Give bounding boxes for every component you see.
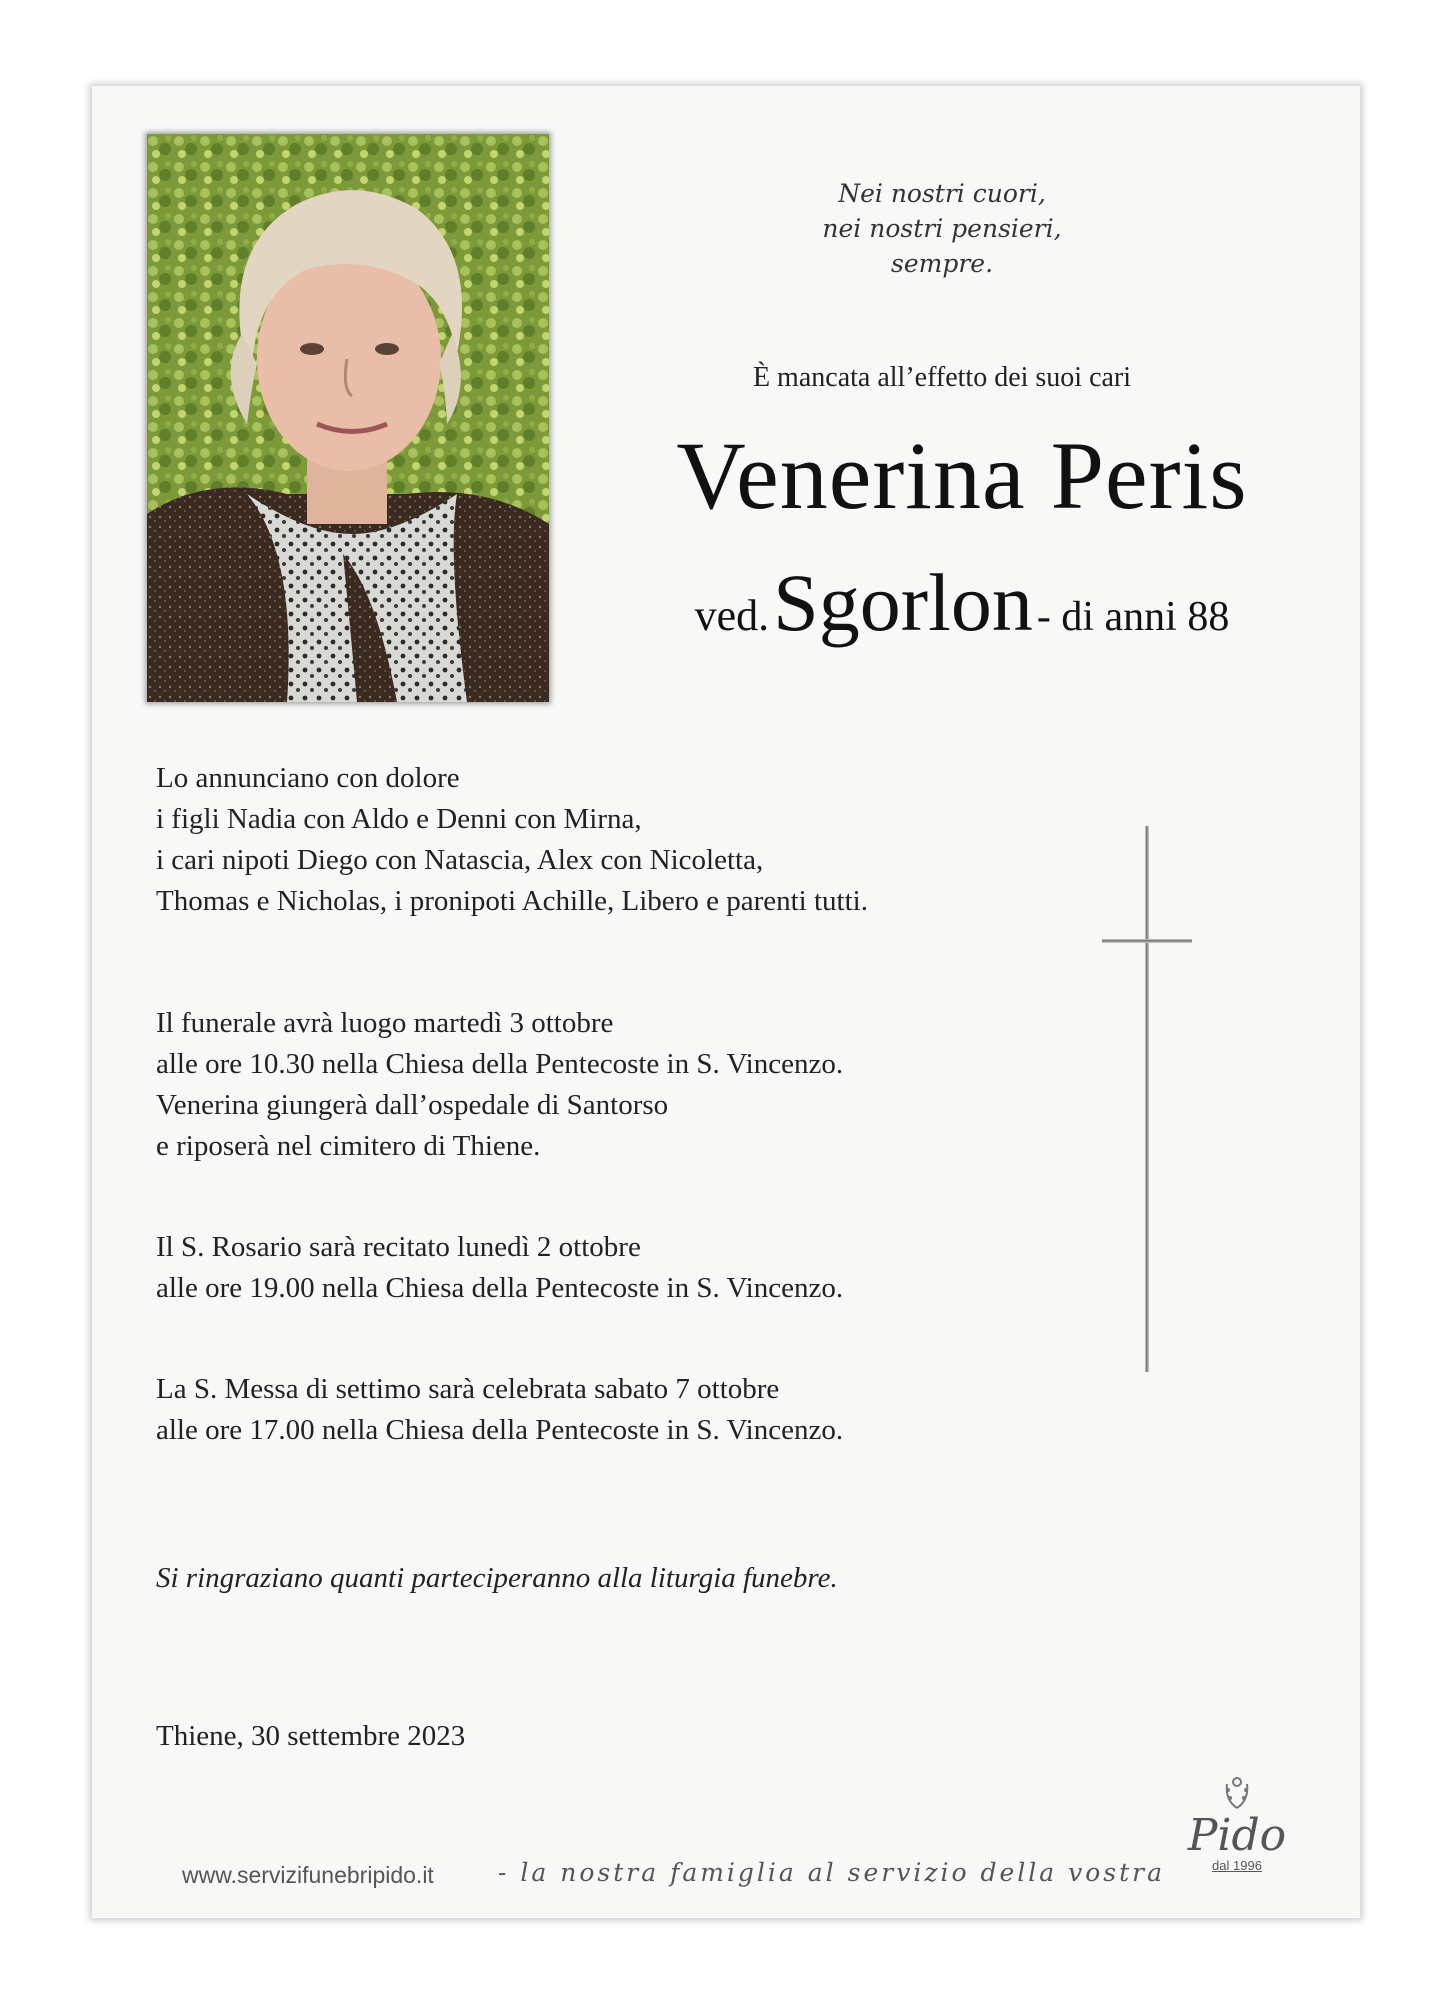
rosary-paragraph [156, 1227, 843, 1309]
deceased-name: Venerina Peris [676, 422, 1248, 529]
text-line: alle ore 17.00 nella Chiesa della Pentecoste in S. Vincenzo. [156, 1414, 844, 1446]
text-line: Venerina giungerà dall’ospedale di Santorso [156, 1089, 669, 1121]
logo-since: dal 1996 [1212, 1858, 1262, 1873]
text-line: Il S. Rosario sarà recitato lunedì 2 ottobre [156, 1231, 641, 1263]
footer-url[interactable]: www.servizifunebripido.it [182, 1862, 434, 1888]
cross-icon [1102, 826, 1192, 1372]
text-line: alle ore 10.30 nella Chiesa della Pentecoste in S. Vincenzo. [156, 1048, 844, 1080]
text-line: Il funerale avrà luogo martedì 3 ottobre [156, 1007, 614, 1039]
wreath-icon [1222, 1776, 1252, 1810]
motto-line: Nei nostri cuori, [838, 179, 1046, 208]
motto [792, 176, 1092, 281]
announcement-paragraph [156, 758, 868, 922]
text-line: alle ore 19.00 nella Chiesa della Pentecoste in S. Vincenzo. [156, 1272, 844, 1304]
mass-paragraph [156, 1369, 843, 1451]
married-prefix: ved. [694, 591, 770, 640]
funeral-paragraph [156, 1003, 843, 1167]
portrait-photo [147, 134, 549, 702]
pido-logo [1177, 1776, 1297, 1873]
footer-slogan: - la nostra famiglia al servizio della vostra [498, 1858, 1166, 1887]
thanks-text: Si ringraziano quanti parteciperanno alla liturgia funebre. [156, 1562, 838, 1594]
text-line: La S. Messa di settimo sarà celebrata sabato 7 ottobre [156, 1373, 780, 1405]
motto-line: sempre. [890, 249, 994, 278]
text-line: i cari nipoti Diego con Natascia, Alex con Nicoletta, [156, 844, 764, 876]
text-line: Thomas e Nicholas, i pronipoti Achille, Libero e parenti tutti. [156, 885, 868, 917]
text-line: i figli Nadia con Aldo e Denni con Mirna, [156, 803, 642, 835]
logo-name: Pido [1187, 1810, 1287, 1861]
place-date: Thiene, 30 settembre 2023 [156, 1720, 466, 1752]
text-line: Lo annunciano con dolore [156, 762, 460, 794]
intro-text: È mancata all’effetto dei suoi cari [752, 362, 1132, 393]
married-surname: Sgorlon [773, 557, 1033, 648]
text-line: e riposerà nel cimitero di Thiene. [156, 1130, 541, 1162]
motto-line: nei nostri pensieri, [822, 214, 1062, 243]
obituary-card [92, 86, 1360, 1918]
married-name-line [612, 556, 1312, 650]
age-text: - di anni 88 [1036, 594, 1230, 640]
